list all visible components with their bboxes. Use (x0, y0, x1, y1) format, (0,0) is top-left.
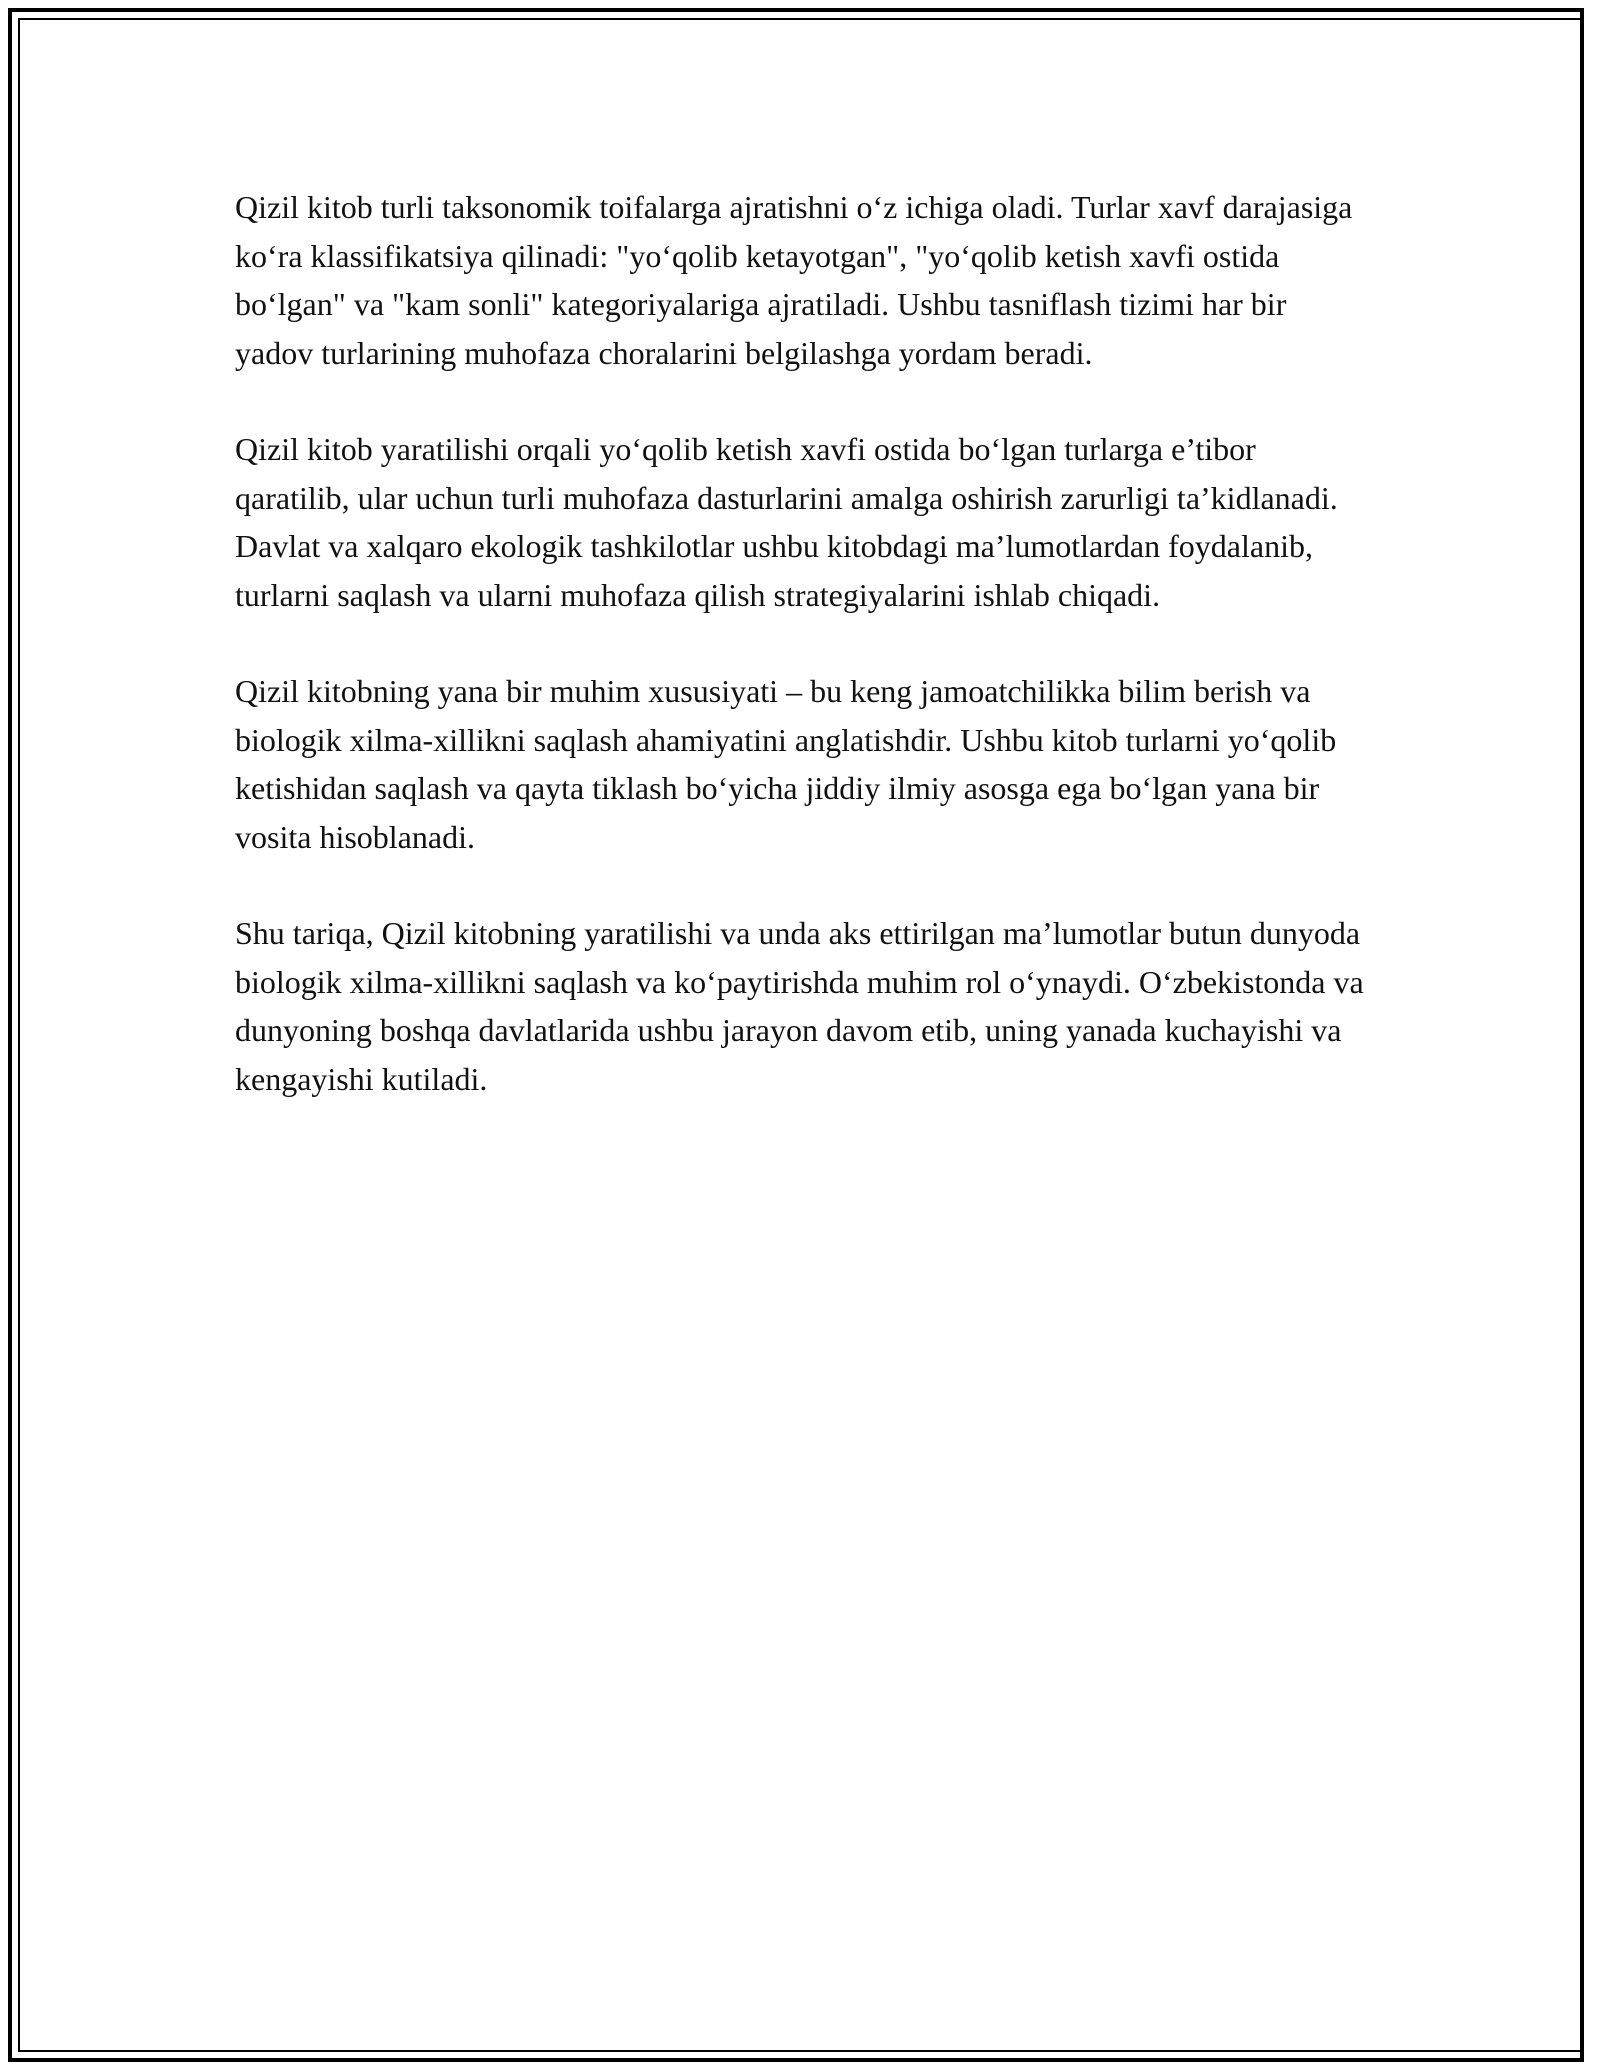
document-body (235, 183, 1365, 1151)
paragraph-1: Qizil kitob turli taksonomik toifalarga ajratishni o‘z ichiga oladi. Turlar xavf darajasiga ko‘ra klassifikatsiya qilinadi: "yo‘qolib ketayotgan", "yo‘qolib ketish xavfi ostida bo‘lgan" va "kam sonli" kategoriyalariga ajratiladi. Ushbu tasniflash tizimi har bir yadov turlarining muhofaza choralarini belgilashga yordam beradi. (235, 189, 1353, 371)
paragraph-3: Qizil kitobning yana bir muhim xususiyati – bu keng jamoatchilikka bilim berish va biologik xilma-xillikni saqlash ahamiyatini anglatishdir. Ushbu kitob turlarni yo‘qolib ketishidan saqlash va qayta tiklash bo‘yicha jiddiy ilmiy asosga ega bo‘lgan yana bir vosita hisoblanadi. (235, 673, 1337, 855)
paragraph-4: Shu tariqa, Qizil kitobning yaratilishi va unda aks ettirilgan ma’lumotlar butun dunyoda biologik xilma-xillikni saqlash va ko‘paytirishda muhim rol o‘ynaydi. O‘zbekistonda va dunyoning boshqa davlatlarida ushbu jarayon davom etib, uning yanada kuchayishi va kengayishi kutiladi. (235, 915, 1364, 1097)
paragraph-2: Qizil kitob yaratilishi orqali yo‘qolib ketish xavfi ostida bo‘lgan turlarga e’tibor qaratilib, ular uchun turli muhofaza dasturlarini amalga oshirish zarurligi ta’kidlanadi. Davlat va xalqaro ekologik tashkilotlar ushbu kitobdagi ma’lumotlardan foydalanib, turlarni saqlash va ularni muhofaza qilish strategiyalarini ishlab chiqadi. (235, 431, 1338, 613)
